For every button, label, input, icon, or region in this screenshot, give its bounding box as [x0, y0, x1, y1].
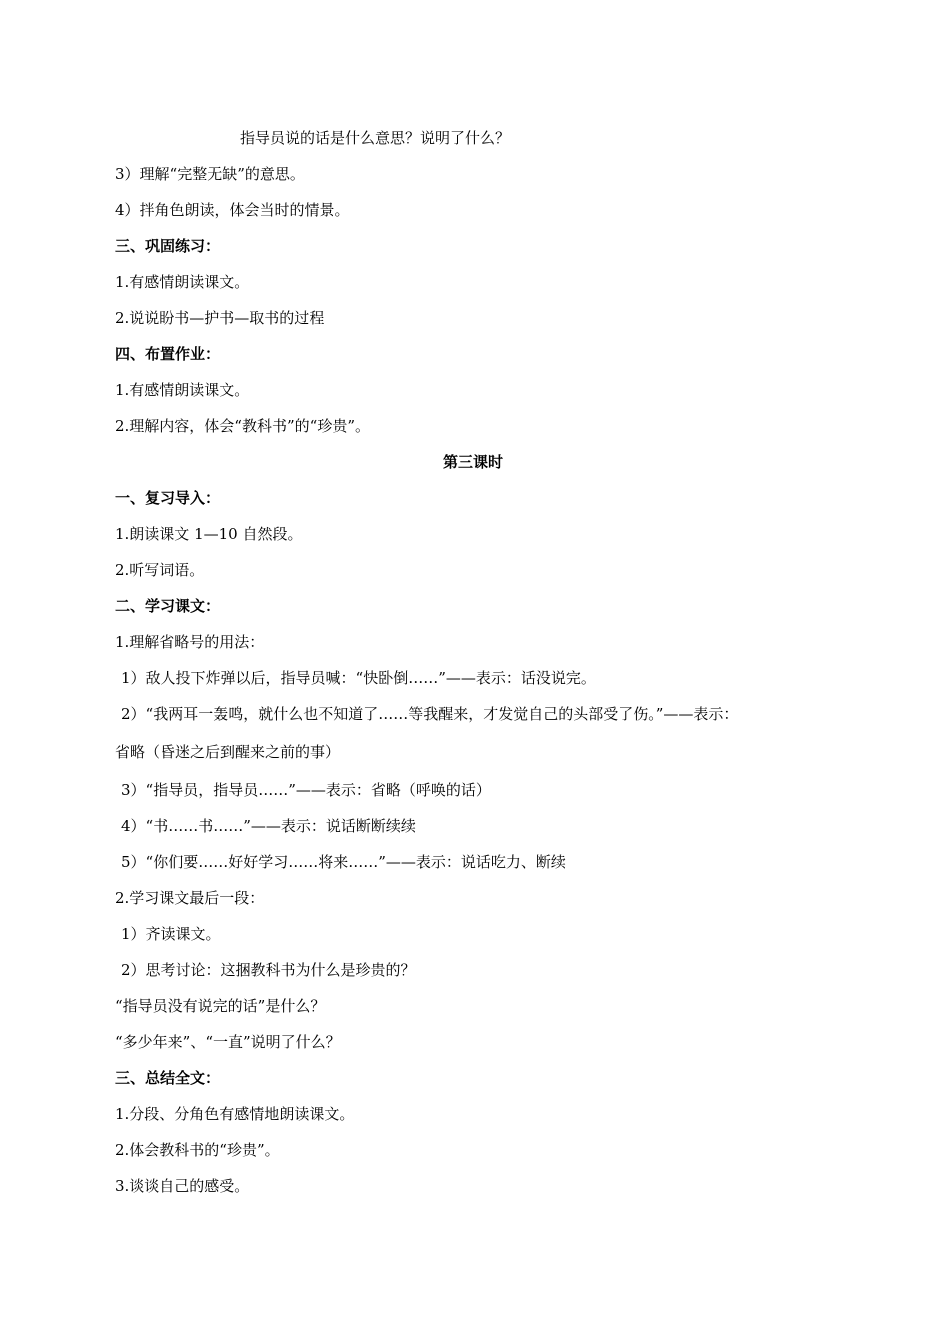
list-item: 1.有感情朗读课文。 [115, 381, 250, 399]
question-line: “指导员没有说完的话”是什么？ [115, 997, 326, 1015]
list-item: 2）思考讨论：这捆教科书为什么是珍贵的？ [121, 961, 416, 979]
list-item: 3.谈谈自己的感受。 [115, 1177, 250, 1195]
list-item: 1）敌人投下炸弹以后，指导员喊：“快卧倒……”——表示：话没说完。 [121, 669, 596, 687]
list-item: 2.学习课文最后一段： [115, 889, 265, 907]
list-item: 2.理解内容，体会“教科书”的“珍贵”。 [115, 417, 370, 435]
list-item: 1.有感情朗读课文。 [115, 273, 250, 291]
list-item: 1.理解省略号的用法： [115, 633, 265, 651]
list-item: 5）“你们要……好好学习……将来……”——表示：说话吃力、断续 [121, 853, 566, 871]
list-item: 2.体会教科书的“珍贵”。 [115, 1141, 280, 1159]
section-heading: 二、学习课文： [115, 597, 221, 615]
section-heading: 三、巩固练习： [115, 237, 221, 255]
list-item: 2.说说盼书—护书—取书的过程 [115, 309, 325, 327]
list-item: 4）拌角色朗读，体会当时的情景。 [115, 201, 350, 219]
list-item: 1）齐读课文。 [121, 925, 221, 943]
list-item: 3）理解“完整无缺”的意思。 [115, 165, 305, 183]
section-heading: 四、布置作业： [115, 345, 221, 363]
list-item: 1.朗读课文 1—10 自然段。 [115, 525, 303, 543]
list-item: 1.分段、分角色有感情地朗读课文。 [115, 1105, 355, 1123]
list-item: 4）“书……书……”——表示：说话断断续续 [121, 817, 416, 835]
section-heading: 一、复习导入： [115, 489, 221, 507]
question-line: 指导员说的话是什么意思？说明了什么？ [240, 129, 511, 147]
list-item: 3）“指导员，指导员……”——表示：省略（呼唤的话） [121, 781, 491, 799]
section-heading: 三、总结全文： [115, 1069, 221, 1087]
lesson-title: 第三课时 [443, 453, 504, 471]
list-item: 2.听写词语。 [115, 561, 205, 579]
question-line: “多少年来”、“一直”说明了什么？ [115, 1033, 341, 1051]
list-item: 2）“我两耳一轰鸣，就什么也不知道了……等我醒来，才发觉自己的头部受了伤。”——表示： [121, 705, 739, 723]
list-item-continued: 省略（昏迷之后到醒来之前的事） [115, 743, 341, 761]
